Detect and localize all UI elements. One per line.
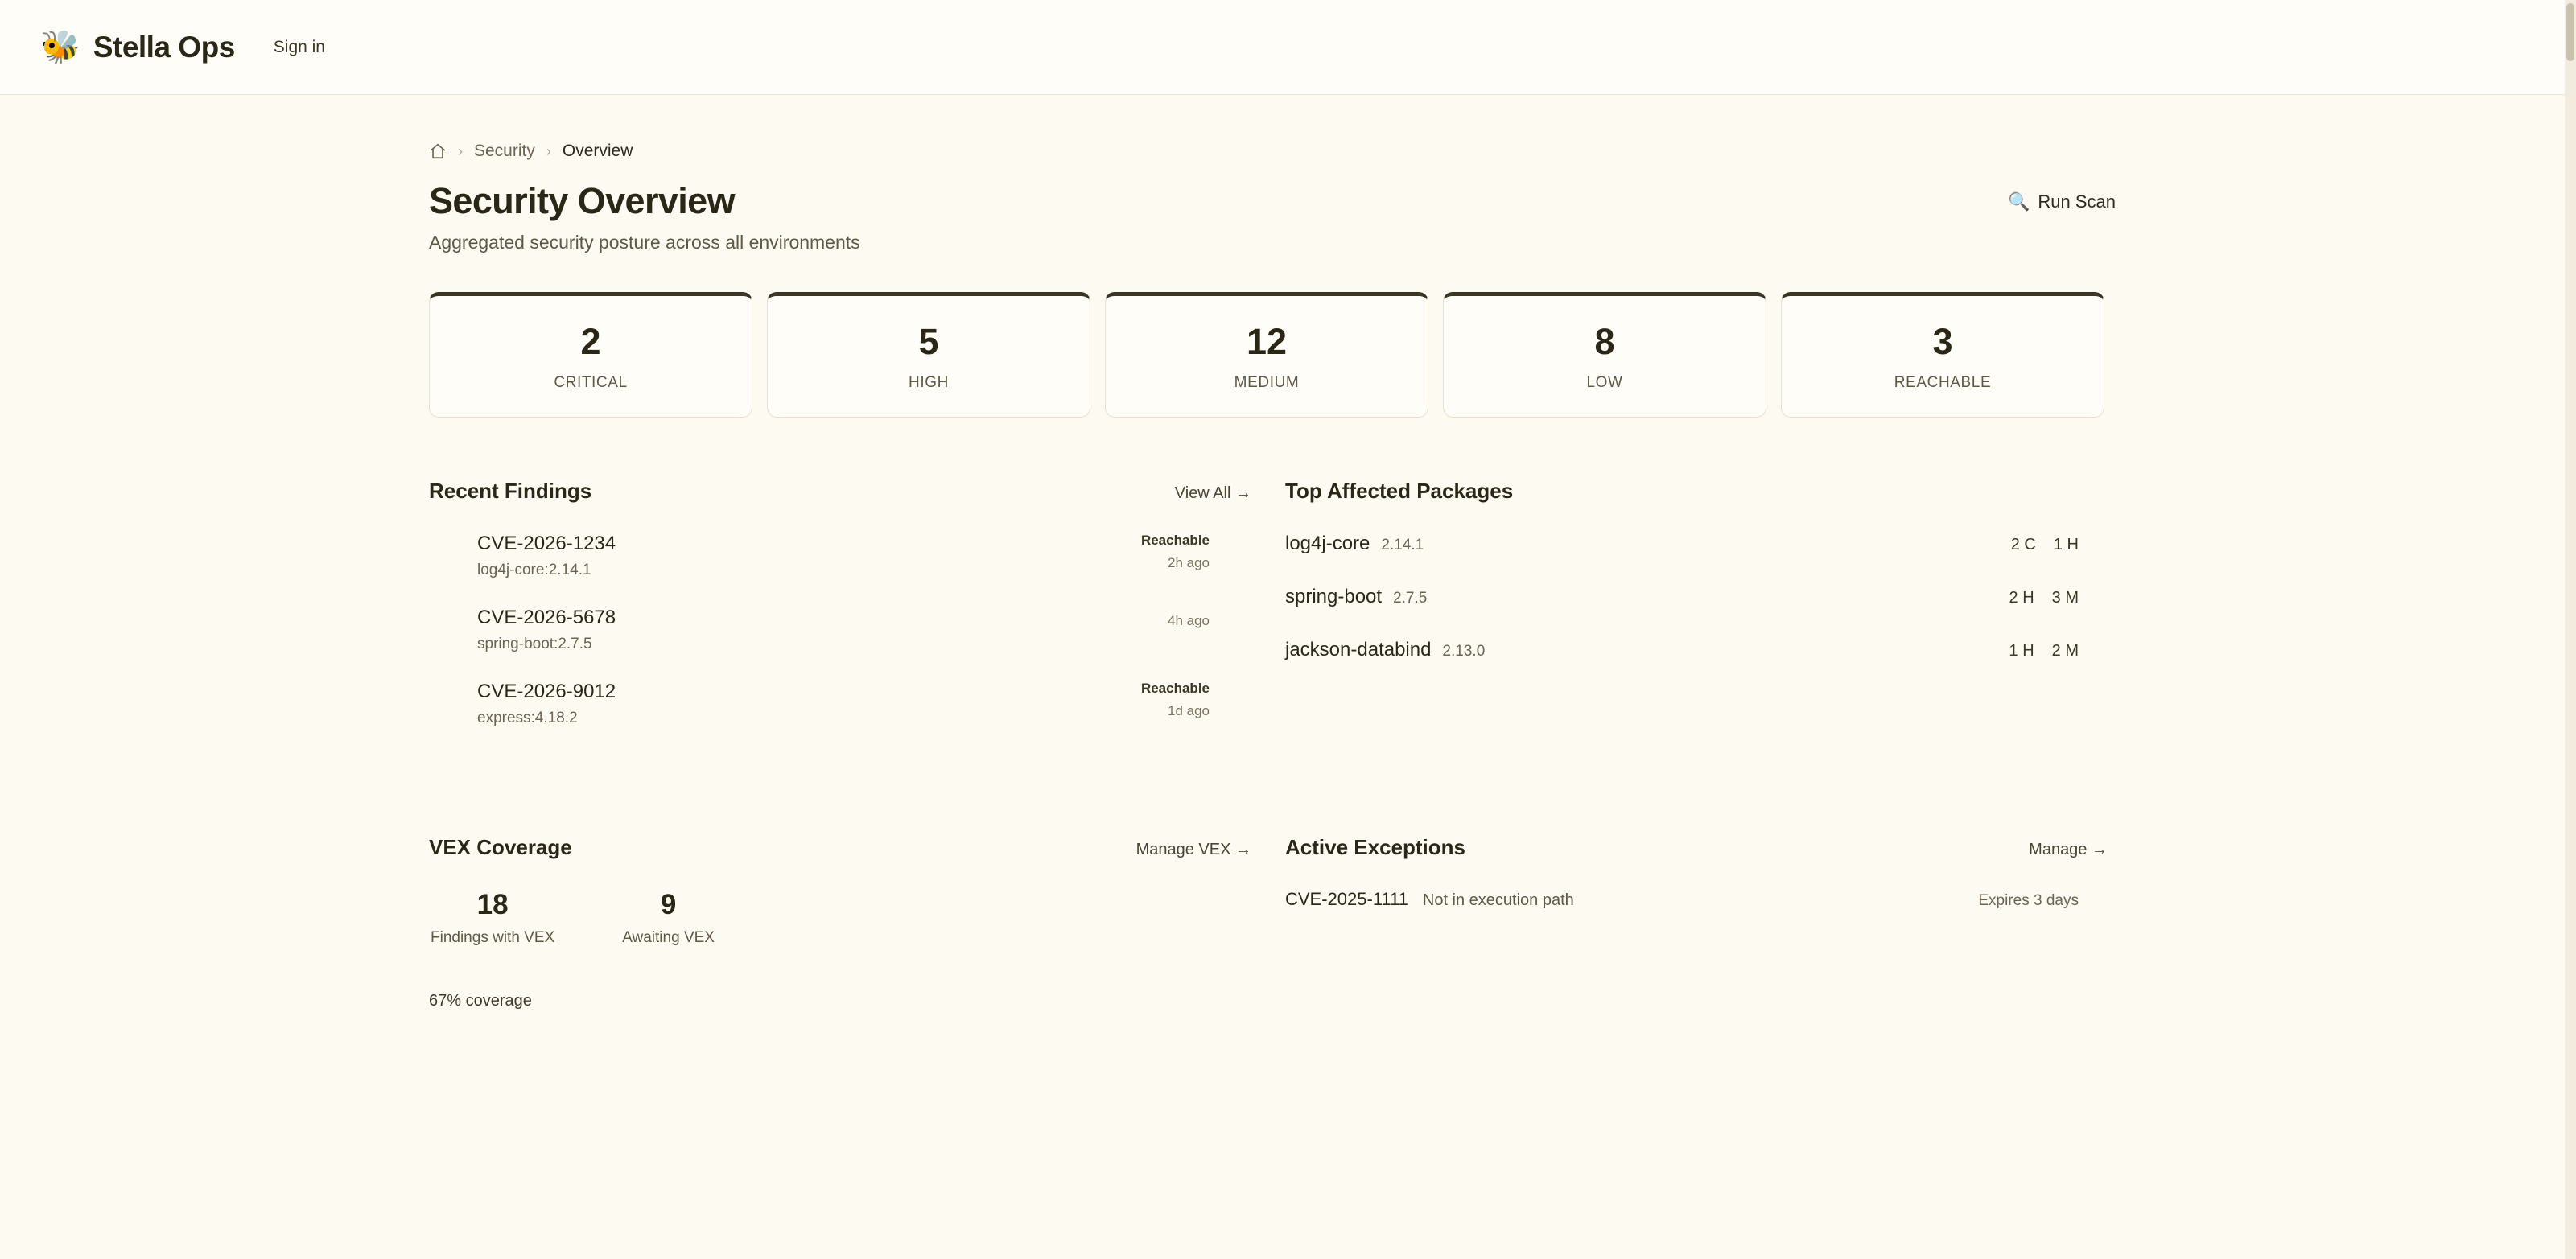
list-item[interactable] xyxy=(429,681,1251,755)
package-name: log4j-core xyxy=(1285,533,1370,554)
brand[interactable] xyxy=(40,31,235,64)
vex-metric-caption: Findings with VEX xyxy=(431,929,555,946)
package-version: 2.7.5 xyxy=(1393,590,1428,607)
severity-stat-cards xyxy=(429,292,2135,418)
finding-id: CVE-2026-5678 xyxy=(477,607,616,628)
stat-value: 12 xyxy=(1246,321,1288,362)
panel-title: VEX Coverage xyxy=(429,835,572,859)
page-scrollbar-thumb[interactable] xyxy=(2566,3,2574,61)
stat-value: 3 xyxy=(1932,321,1953,362)
vex-metric-value: 9 xyxy=(660,889,677,920)
stat-value: 8 xyxy=(1594,321,1615,362)
finding-id: CVE-2026-1234 xyxy=(477,533,616,554)
finding-time: 1d ago xyxy=(1168,703,1210,718)
panels-top xyxy=(429,479,2135,755)
stat-value: 2 xyxy=(580,321,601,362)
breadcrumb-item-security[interactable]: Security xyxy=(474,142,535,160)
stat-card-medium[interactable] xyxy=(1105,292,1428,418)
panel-recent-findings xyxy=(429,479,1251,755)
panel-active-exceptions xyxy=(1285,835,2108,1010)
exception-id: CVE-2025-1111 xyxy=(1285,889,1408,909)
manage-exceptions-link[interactable]: Manage → xyxy=(2029,841,2108,858)
stat-card-critical[interactable] xyxy=(429,292,752,418)
package-count-high: 1 H xyxy=(2053,536,2079,553)
panel-vex-coverage xyxy=(429,835,1251,1010)
magnifier-icon: 🔍 xyxy=(2007,191,2030,212)
package-count-high: 2 H xyxy=(2009,589,2034,607)
manage-vex-link[interactable]: Manage VEX → xyxy=(1136,841,1251,858)
list-item[interactable] xyxy=(1285,889,2108,910)
finding-package: spring-boot:2.7.5 xyxy=(477,636,592,652)
sign-in-button[interactable]: Sign in xyxy=(256,30,343,65)
finding-id: CVE-2026-9012 xyxy=(477,681,616,702)
panel-header xyxy=(1285,479,2108,504)
page-title: Security Overview xyxy=(429,180,736,221)
list-item[interactable] xyxy=(1285,586,2108,639)
list-item[interactable] xyxy=(429,533,1251,607)
run-scan-label: Run Scan xyxy=(2038,191,2116,212)
home-icon[interactable] xyxy=(429,142,447,160)
panel-header xyxy=(429,479,1251,504)
vex-metrics xyxy=(429,889,1251,947)
stat-label: CRITICAL xyxy=(554,374,628,391)
breadcrumb-item-overview: Overview xyxy=(562,142,633,160)
brand-name: Stella Ops xyxy=(93,30,235,64)
panel-title: Active Exceptions xyxy=(1285,835,1465,859)
vex-metric-awaiting xyxy=(622,889,715,947)
stat-label: HIGH xyxy=(909,374,949,391)
panel-header xyxy=(429,835,1251,860)
list-item[interactable] xyxy=(1285,533,2108,586)
stat-card-high[interactable] xyxy=(767,292,1090,418)
reachable-badge: Reachable xyxy=(1140,533,1210,548)
stat-card-reachable[interactable] xyxy=(1781,292,2104,418)
package-count-medium: 3 M xyxy=(2051,589,2079,607)
package-name: spring-boot xyxy=(1285,586,1383,607)
finding-package: log4j-core:2.14.1 xyxy=(477,562,591,578)
panel-title: Recent Findings xyxy=(429,479,592,503)
view-all-link[interactable]: View All → xyxy=(1174,484,1251,502)
page-content xyxy=(0,95,2576,1010)
vex-metric-with-vex xyxy=(431,889,554,947)
panel-top-affected-packages xyxy=(1285,479,2108,755)
reachable-badge: Reachable xyxy=(1140,681,1210,696)
page-subtitle: Aggregated security posture across all environments xyxy=(429,232,860,253)
panel-header xyxy=(1285,835,2108,860)
exception-note: Not in execution path xyxy=(1422,891,1574,909)
breadcrumb-separator-2: › xyxy=(546,142,551,159)
list-item[interactable] xyxy=(1285,639,2108,692)
page-header xyxy=(429,180,2135,253)
vex-metric-value: 18 xyxy=(476,889,509,920)
finding-time: 2h ago xyxy=(1168,555,1210,570)
run-scan-button[interactable] xyxy=(2008,191,2116,212)
stat-value: 5 xyxy=(918,321,939,362)
package-version: 2.13.0 xyxy=(1442,643,1486,660)
package-count-high: 1 H xyxy=(2009,642,2034,660)
top-bar xyxy=(0,0,2576,95)
stat-label: LOW xyxy=(1586,374,1623,391)
vex-coverage-text: 67% coverage xyxy=(429,992,532,1010)
stat-label: REACHABLE xyxy=(1894,374,1992,391)
stat-label: MEDIUM xyxy=(1234,374,1300,391)
package-version: 2.14.1 xyxy=(1381,537,1424,553)
package-count-medium: 2 M xyxy=(2051,642,2079,660)
package-name: jackson-databind xyxy=(1285,639,1432,660)
finding-time: 4h ago xyxy=(1168,613,1210,628)
list-item[interactable] xyxy=(429,607,1251,681)
vex-metric-caption: Awaiting VEX xyxy=(622,929,715,946)
exception-expiry: Expires 3 days xyxy=(1978,892,2079,909)
package-count-critical: 2 C xyxy=(2010,536,2036,553)
breadcrumb xyxy=(429,142,2135,161)
breadcrumb-separator-1: › xyxy=(458,142,463,159)
bee-icon: 🐝 xyxy=(40,29,80,65)
panels-bottom xyxy=(429,835,2135,1010)
panel-title: Top Affected Packages xyxy=(1285,479,1514,503)
stat-card-low[interactable] xyxy=(1443,292,1766,418)
finding-package: express:4.18.2 xyxy=(477,710,578,726)
